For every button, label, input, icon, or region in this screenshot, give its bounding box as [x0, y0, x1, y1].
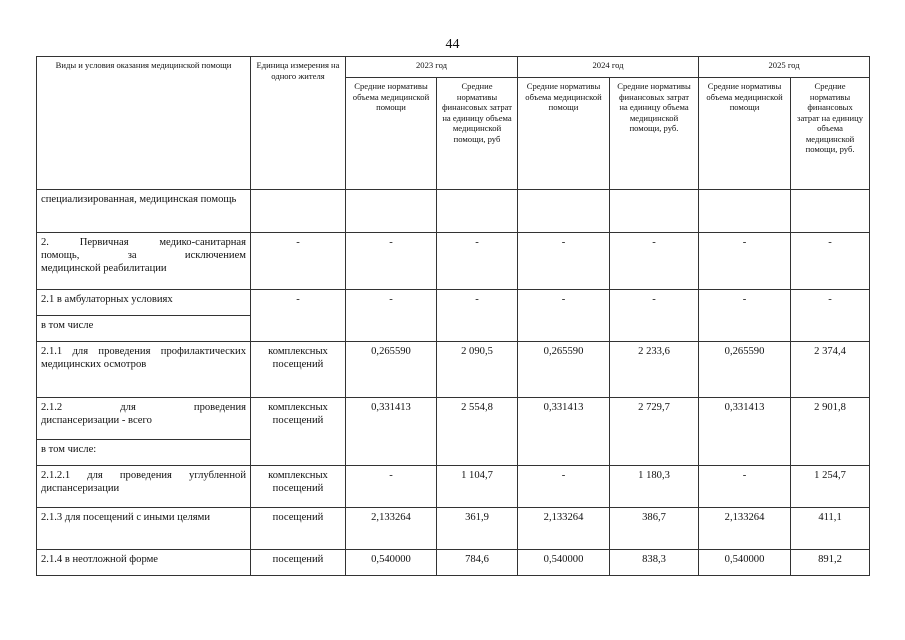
- row-label: специализированная, медицинская помощь: [37, 190, 251, 233]
- table-row: [37, 398, 870, 440]
- value-cell: 0,331413: [699, 398, 791, 466]
- header-year-2025: 2025 год: [699, 57, 870, 78]
- page-number: 44: [445, 37, 460, 52]
- value-cell: 0,331413: [518, 398, 610, 466]
- row-unit: комплексных посещений: [251, 466, 346, 508]
- value-cell: -: [791, 290, 870, 342]
- value-cell: 386,7: [610, 508, 699, 550]
- cell-empty: [699, 190, 791, 233]
- row-label: 2.1 в амбулаторных условиях: [37, 290, 251, 316]
- value-cell: 361,9: [437, 508, 518, 550]
- value-cell: 1 104,7: [437, 466, 518, 508]
- value-cell: 2 090,5: [437, 342, 518, 398]
- table-row: [37, 342, 870, 398]
- header-kind: Виды и условия оказания медицинской помощи: [37, 57, 251, 190]
- value-cell: 0,265590: [518, 342, 610, 398]
- value-cell: -: [346, 466, 437, 508]
- cell-empty: [437, 190, 518, 233]
- value-cell: -: [699, 290, 791, 342]
- row-label: [37, 233, 251, 290]
- value-cell: 2 554,8: [437, 398, 518, 466]
- value-cell: 0,540000: [346, 550, 437, 576]
- header-row-years: [37, 57, 870, 78]
- header-volume-2023: Средние нормативы объема медицинской помощи: [346, 78, 437, 190]
- value-cell: 2 729,7: [610, 398, 699, 466]
- row-unit: посещений: [251, 508, 346, 550]
- value-cell: 1 180,3: [610, 466, 699, 508]
- value-cell: -: [610, 233, 699, 290]
- row-label: 2.1.1 для проведения профилактических медицинских осмотров: [37, 342, 251, 398]
- value-cell: 2 901,8: [791, 398, 870, 466]
- value-cell: 0,331413: [346, 398, 437, 466]
- row-label-line: медицинской реабилитации: [41, 263, 167, 274]
- row-label-line: помощь, за исключением: [41, 250, 246, 261]
- row-label-line: диспансеризации - всего: [41, 415, 152, 426]
- row-label-line: 2. Первичная медико-санитарная: [41, 237, 246, 248]
- value-cell: -: [518, 290, 610, 342]
- row-label: [37, 398, 251, 440]
- value-cell: -: [437, 290, 518, 342]
- row-unit: посещений: [251, 550, 346, 576]
- medical-standards-table: [36, 56, 870, 576]
- value-cell: -: [518, 466, 610, 508]
- value-cell: 2 233,6: [610, 342, 699, 398]
- table-row: [37, 290, 870, 316]
- value-cell: -: [437, 233, 518, 290]
- row-label: 2.1.2.1 для проведения углубленной диспансеризации: [37, 466, 251, 508]
- cell-empty: [791, 190, 870, 233]
- header-volume-2025: Средние нормативы объема медицинской помощи: [699, 78, 791, 190]
- table-row: [37, 233, 870, 290]
- value-cell: 0,540000: [699, 550, 791, 576]
- cell-empty: [518, 190, 610, 233]
- table-row: [37, 466, 870, 508]
- value-cell: -: [699, 466, 791, 508]
- value-cell: 0,265590: [346, 342, 437, 398]
- row-label: в том числе: [37, 316, 251, 342]
- header-volume-2024: Средние нормативы объема медицинской помощи: [518, 78, 610, 190]
- cell-empty: [251, 190, 346, 233]
- value-cell: 891,2: [791, 550, 870, 576]
- header-year-2024: 2024 год: [518, 57, 699, 78]
- table-row: [37, 190, 870, 233]
- header-cost-2025: Средние нормативы финансовых затрат на единицу объема медицинской помощи, руб.: [791, 78, 870, 190]
- value-cell: -: [346, 233, 437, 290]
- header-year-2023: 2023 год: [346, 57, 518, 78]
- row-label: в том числе:: [37, 440, 251, 466]
- value-cell: -: [610, 290, 699, 342]
- value-cell: -: [791, 233, 870, 290]
- header-unit: Единица измерения на одного жителя: [251, 57, 346, 190]
- cell-empty: [610, 190, 699, 233]
- value-cell: 0,540000: [518, 550, 610, 576]
- value-cell: -: [346, 290, 437, 342]
- value-cell: 1 254,7: [791, 466, 870, 508]
- row-label: 2.1.3 для посещений с иными целями: [37, 508, 251, 550]
- value-cell: 2 374,4: [791, 342, 870, 398]
- row-unit: комплексных посещений: [251, 398, 346, 466]
- row-unit: комплексных посещений: [251, 342, 346, 398]
- header-cost-2023: Средние нормативы финансовых затрат на единицу объема медицинской помощи, руб: [437, 78, 518, 190]
- row-label-line: 2.1.2 для проведения: [41, 402, 246, 413]
- value-cell: 2,133264: [699, 508, 791, 550]
- value-cell: -: [699, 233, 791, 290]
- table-row: [37, 508, 870, 550]
- value-cell: 838,3: [610, 550, 699, 576]
- value-cell: -: [518, 233, 610, 290]
- row-unit: -: [251, 233, 346, 290]
- row-unit: -: [251, 290, 346, 342]
- row-label: 2.1.4 в неотложной форме: [37, 550, 251, 576]
- header-cost-2024: Средние нормативы финансовых затрат на единицу объема медицинской помощи, руб.: [610, 78, 699, 190]
- value-cell: 0,265590: [699, 342, 791, 398]
- table-row: [37, 550, 870, 576]
- value-cell: 784,6: [437, 550, 518, 576]
- value-cell: 2,133264: [346, 508, 437, 550]
- value-cell: 411,1: [791, 508, 870, 550]
- cell-empty: [346, 190, 437, 233]
- value-cell: 2,133264: [518, 508, 610, 550]
